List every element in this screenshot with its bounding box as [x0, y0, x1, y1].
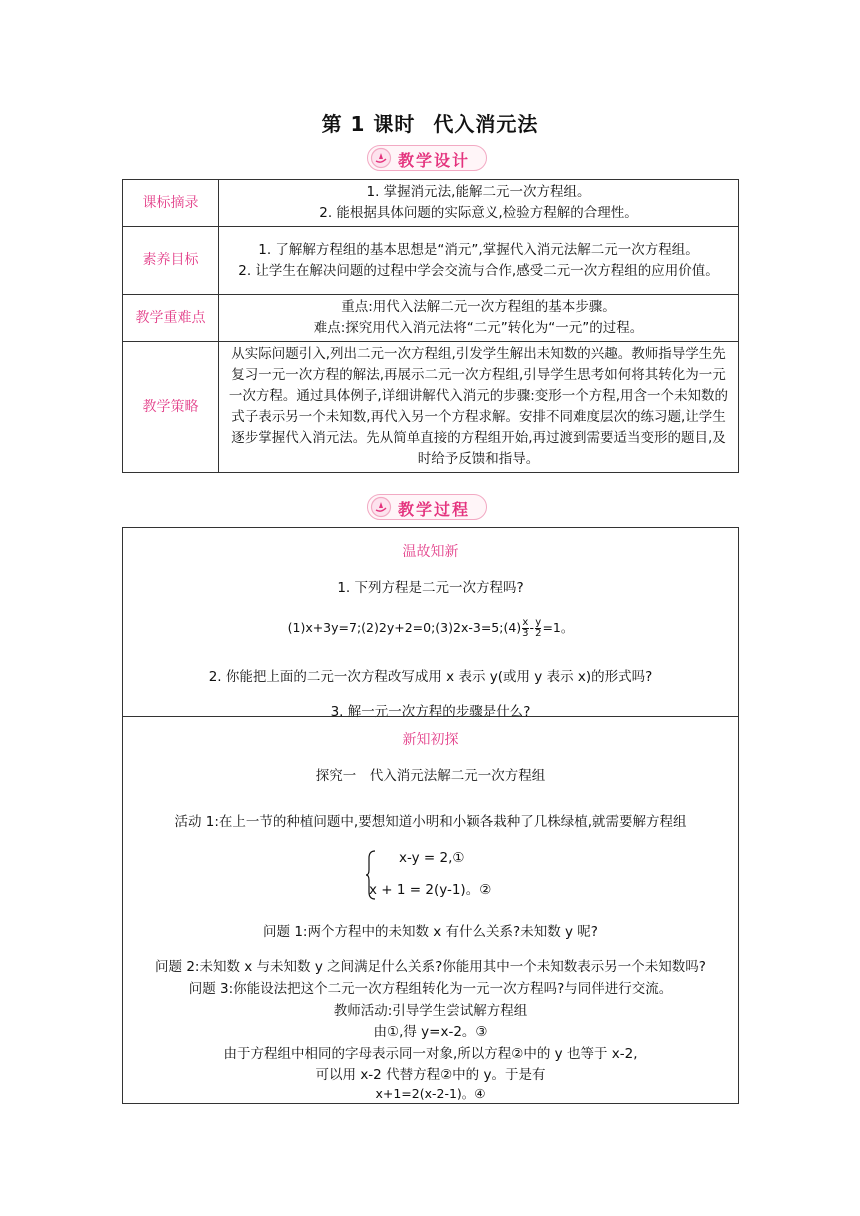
row-label: 教学重难点 [123, 295, 219, 342]
question-3: 问题 3:你能设法把这个二元一次方程组转化为一元一次方程吗?与同伴进行交流。 [188, 981, 673, 997]
solution-step-3: 可以用 x-2 代替方程②中的 y。于是有 [315, 1067, 546, 1083]
design-banner-label: 教学设计 [398, 151, 471, 170]
lesson-number: 第 1 课时 [321, 112, 416, 136]
system-eq-1: x-y = 2,① [399, 850, 465, 866]
solution-step-2: 由于方程组中相同的字母表示同一对象,所以方程②中的 y 也等于 x-2, [223, 1046, 638, 1062]
content-line: 1. 了解解方程组的基本思想是“消元”,掌握代入消元法解二元一次方程组。 [258, 241, 699, 258]
teacher-activity: 教师活动:引导学生尝试解方程组 [333, 1003, 528, 1019]
equation-text: =1。 [542, 620, 574, 635]
review-question-1: 1. 下列方程是二元一次方程吗? [337, 580, 524, 596]
review-question-2: 2. 你能把上面的二元一次方程改写成用 x 表示 y(或用 y 表示 x)的形式吗? [208, 669, 653, 685]
table-row [123, 180, 739, 227]
fraction: $\frac{x}{3}$ [522, 617, 529, 639]
section-divider [123, 716, 738, 717]
row-content: 从实际问题引入,列出二元一次方程组,引发学生解出未知数的兴趣。教师指导学生先复习一元一次方程的解法,再展示二元一次方程组,引导学生思考如何将其转化为一元一次方程。通过具体例子,详细讲解代入消元的步骤:变形一个方程,用含一个未知数的式子表示另一个未知数,再代入另一个方程求解。安排不同难度层次的练习题,让学生逐步掌握代入消元法。先从简单直接的方程组开始,再过渡到需要适当变形的题目,及时给予反馈和指导。 [219, 342, 739, 473]
table-row [123, 342, 739, 473]
activity-text: 活动 1:在上一节的种植问题中,要想知道小明和小颖各栽种了几株绿植,就需要解方程组 [174, 814, 687, 830]
content-line: 2. 能根据具体问题的实际意义,检验方程解的合理性。 [319, 205, 638, 221]
content-line: 重点:用代入法解二元一次方程组的基本步骤。 [341, 299, 616, 315]
solution-step-1: 由①,得 y=x-2。③ [373, 1024, 488, 1040]
process-box [122, 527, 739, 1104]
review-heading: 温故知新 [402, 544, 459, 560]
question-1: 问题 1:两个方程中的未知数 x 有什么关系?未知数 y 呢? [263, 924, 598, 940]
row-label: 课标摘录 [123, 180, 219, 227]
question-2: 问题 2:未知数 x 与未知数 y 之间满足什么关系?你能用其中一个未知数表示另一个未知数吗? [155, 959, 706, 975]
process-banner [367, 494, 487, 520]
content-line: 1. 掌握消元法,能解二元一次方程组。 [366, 184, 591, 200]
lesson-topic: 代入消元法 [433, 112, 539, 136]
row-content [219, 295, 739, 342]
spiral-icon [370, 147, 392, 169]
new-heading: 新知初探 [402, 732, 459, 748]
content-line: 2. 让学生在解决问题的过程中学会交流与合作,感受二元一次方程组的应用价值。 [238, 262, 719, 279]
equation-text: (1)x+3y=7;(2)2y+2=0;(3)2x-3=5;(4) [287, 620, 522, 635]
design-table [122, 179, 739, 473]
explore-title: 探究一 代入消元法解二元一次方程组 [315, 768, 546, 784]
page-title [0, 108, 860, 137]
table-row [123, 227, 739, 295]
row-content [219, 227, 739, 295]
fraction: $\frac{y}{2}$ [535, 617, 542, 639]
spiral-icon [370, 496, 392, 518]
review-equations [123, 618, 738, 639]
content-line: 难点:探究用代入消元法将“二元”转化为“一元”的过程。 [313, 320, 644, 336]
row-label: 教学策略 [123, 342, 219, 473]
row-label: 素养目标 [123, 227, 219, 295]
minus-sign: - [529, 620, 535, 635]
row-content [219, 180, 739, 227]
process-banner-label: 教学过程 [398, 500, 471, 519]
system-eq-2: x + 1 = 2(y-1)。② [369, 882, 492, 898]
review-question-3: 3. 解一元一次方程的步骤是什么? [330, 704, 531, 720]
solution-step-4: x+1=2(x-2-1)。④ [375, 1086, 486, 1101]
design-banner [367, 145, 487, 171]
table-row [123, 295, 739, 342]
